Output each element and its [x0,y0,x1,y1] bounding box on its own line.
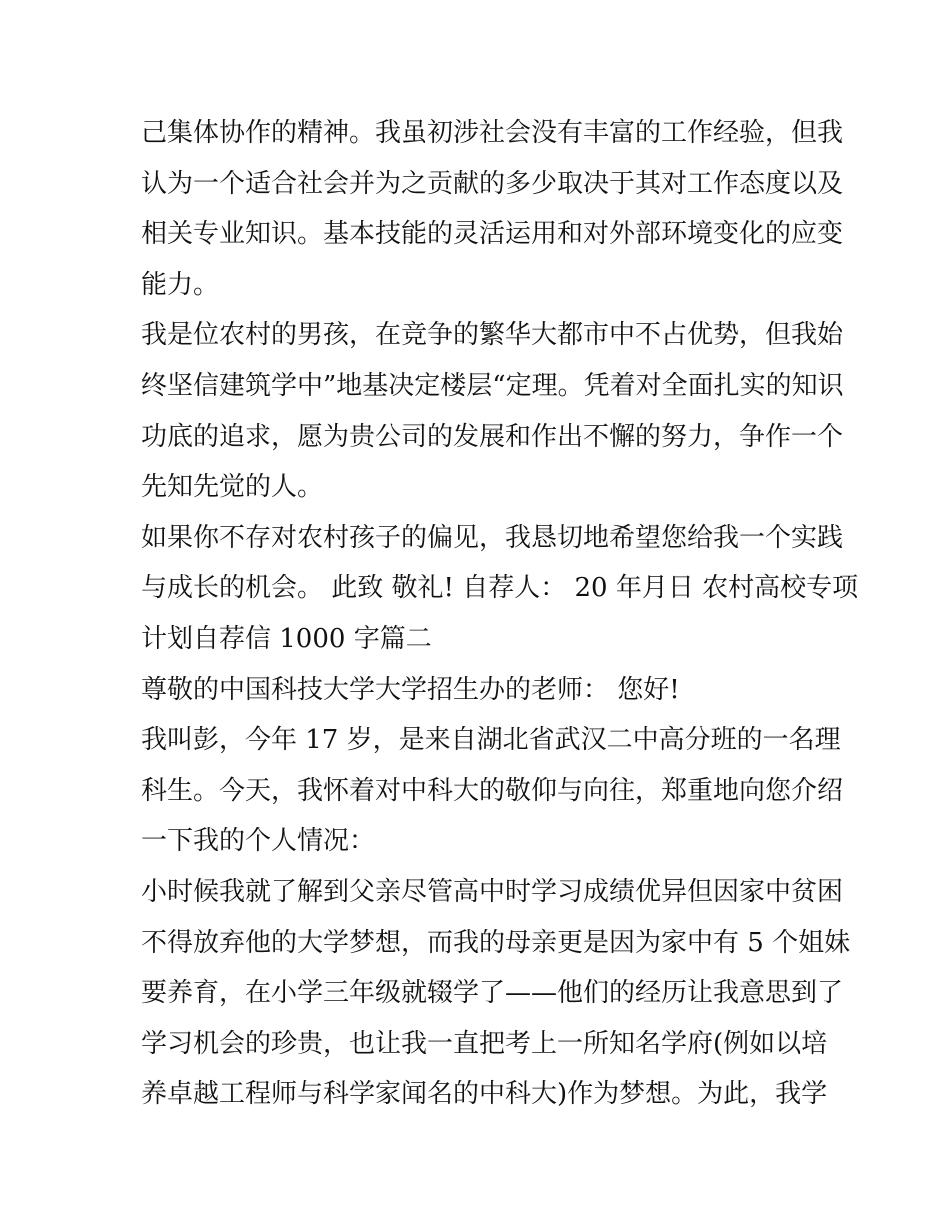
document-body [141,108,859,1120]
text-line: 功底的追求，愿为贵公司的发展和作出不懈的努力，争作一个 [141,421,844,452]
text-line: 先知先觉的人。 [141,472,324,503]
text-line: 计划自荐信 1000 字篇二 [141,623,432,654]
text-line: 己集体协作的精神。我虽初涉社会没有丰富的工作经验，但我 [141,118,844,148]
text-line: 终坚信建筑学中”地基决定楼层“定理。凭着对全面扎实的知识 [141,370,844,401]
text-line: 养卓越工程师与科学家闻名的中科大)作为梦想。为此，我学 [141,1079,828,1110]
text-line: 尊敬的中国科技大学大学招生办的老师： 您好! [141,674,680,705]
text-line: 学习机会的珍贵，也让我一直把考上一所知名学府(例如以培 [141,1028,828,1059]
text-line: 与成长的机会。 此致 敬礼! 自荐人： 20 年月日 农村高校专项 [141,573,859,604]
text-line: 认为一个适合社会并为之贡献的多少取决于其对工作态度以及 [141,168,844,199]
text-line: 科生。今天，我怀着对中科大的敬仰与向往，郑重地向您介绍 [141,775,844,806]
text-line: 小时候我就了解到父亲尽管高中时学习成绩优异但因家中贫困 [141,876,844,907]
text-line: 一下我的个人情况： [141,826,376,857]
text-line: 不得放弃他的大学梦想，而我的母亲更是因为家中有 5 个姐妹 [141,927,851,958]
text-line: 要养育，在小学三年级就辍学了——他们的经历让我意思到了 [141,978,844,1009]
text-line: 能力。 [141,269,220,300]
text-line: 相关专业知识。基本技能的灵活运用和对外部环境变化的应变 [141,219,844,250]
text-line: 如果你不存对农村孩子的偏见，我恳切地希望您给我一个实践 [141,522,844,553]
text-line: 我是位农村的男孩，在竞争的繁华大都市中不占优势，但我始 [141,320,844,351]
text-line: 我叫彭，今年 17 岁，是来自湖北省武汉二中高分班的一名理 [141,725,841,756]
